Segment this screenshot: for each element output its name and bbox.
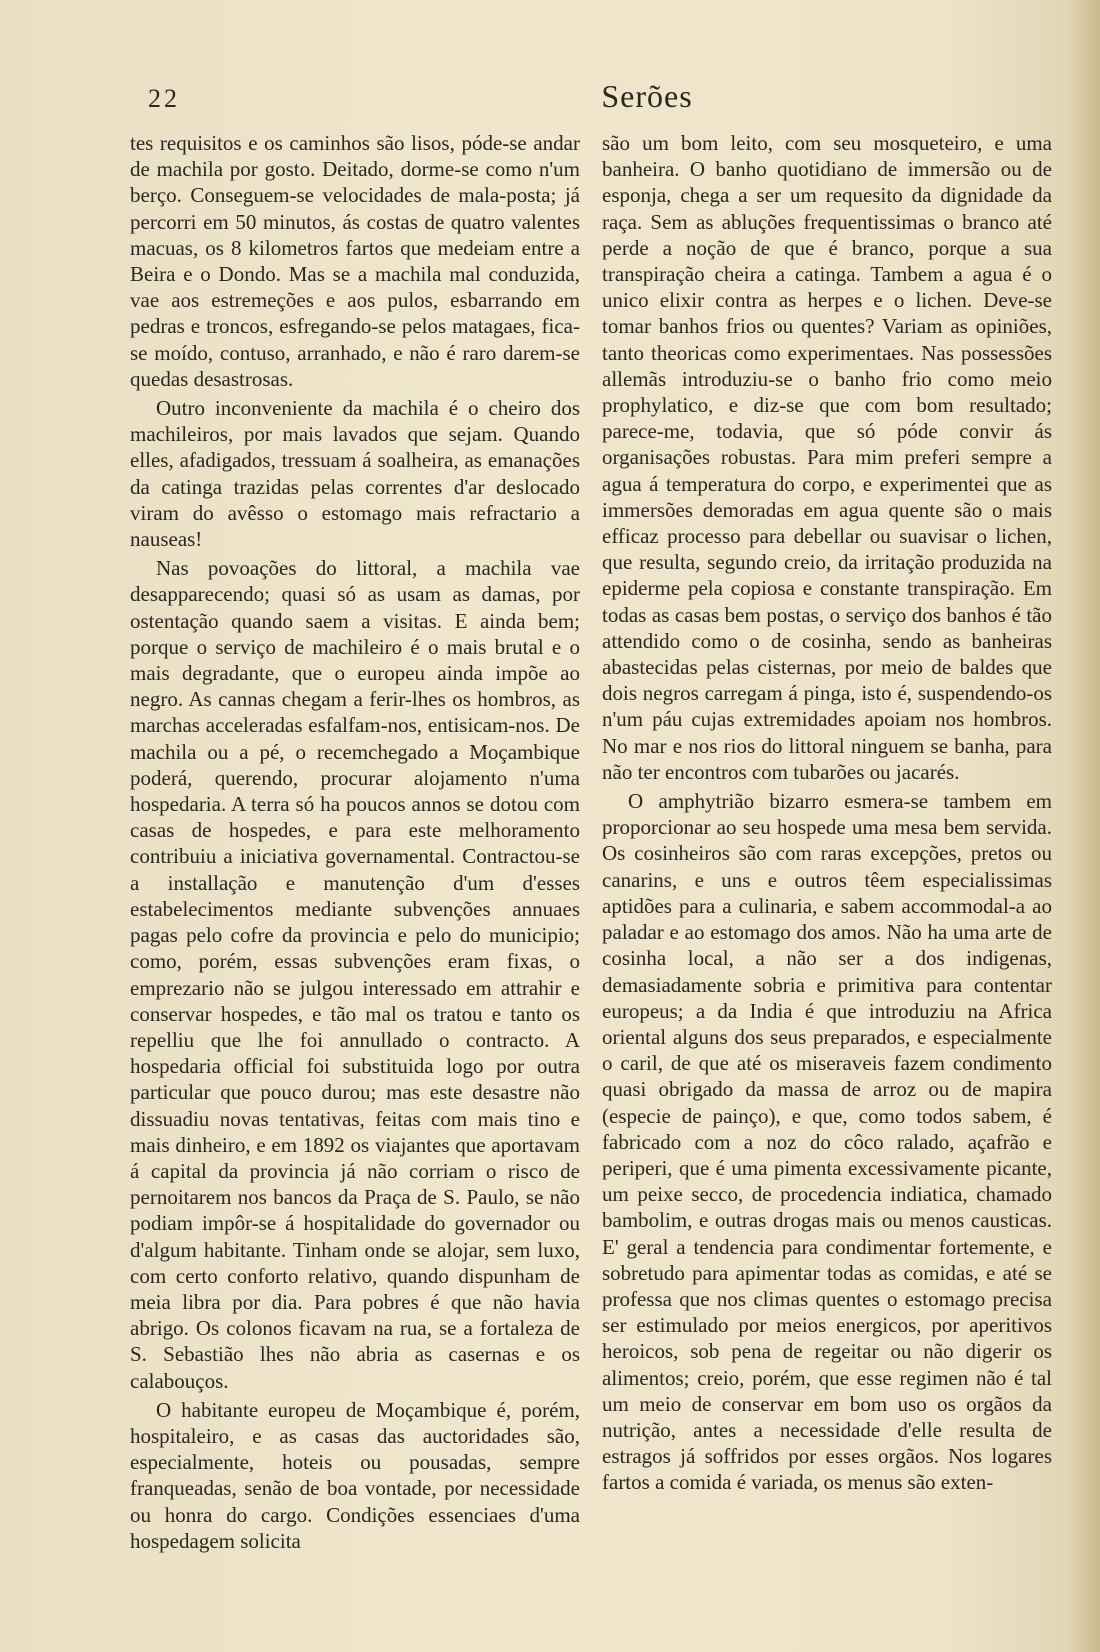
page-number: 22 xyxy=(148,84,180,113)
paragraph: são um bom leito, com seu mosqueteiro, e uma banheira. O banho quotidiano de immersão ou de esponja, chega a ser um requesito da dignidade da raça. Sem as abluções frequentissimas o branco até perde a noção de que é branco, porque a sua transpiração cheira a catinga. Tambem a agua é o unico elixir contra as herpes e o lichen. Deve-se tomar banhos frios ou quentes? Variam as opiniões, tanto theoricas como experimentaes. Nas possessões allemãs introduziu-se o banho frio como meio prophylatico, e diz-se que com bom resultado; parece-me, todavia, que só póde convir ás organisações robustas. Para mim preferi sempre a agua á temperatura do corpo, e experimentei que as immersões demoradas em agua quente são o mais efficaz processo para debellar ou suavisar o lichen, que resulta, segundo creio, da irritação produzida na epiderme pela copiosa e constante transpiração. Em todas as casas bem postas, o serviço dos banhos é tão attendido como o de cosinha, sendo as banheiras abastecidas pelas cisternas, por meio de baldes que dois negros carregam á pinga, isto é, suspendendo-os n'um páu cujas extremidades apoiam nos hombros. No mar e nos rios do littoral ninguem se banha, para não ter encontros com tubarões ou jacarés. xyxy=(602,131,1052,784)
paragraph: O amphytrião bizarro esmera-se tambem em proporcionar ao seu hospede uma mesa bem servida. Os cosinheiros são com raras excepções, pretos ou canarins, e uns e outros têem especialissimas aptidões para a culinaria, e sabem accommodal-a ao paladar e ao estomago dos amos. Não ha uma arte de cosinha local, a não ser a dos indigenas, demasiadamente sobria e primitiva para contentar europeus; a da India é que introduziu na Africa oriental alguns dos seus preparados, e especialmente o caril, de que até os miseraveis fazem condimento quasi obrigado da massa de arroz ou de mapira (especie de painço), e que, como todos sabem, é fabricado com a noz do côco ralado, açafrão e periperi, que é uma pimenta excessivamente picante, um peixe secco, de procedencia indiatica, chamado bambolim, e outras drogas mais ou menos causticas. E' geral a tendencia para condimentar fortemente, e sobretudo para apimentar todas as comidas, e até se professa que nos climas quentes o estomago precisa ser estimulado por meios energicos, por aperitivos heroicos, sob pena de regeitar ou não digerir os alimentos; creio, porém, que esse regimen não é tal um meio de conservar em bom uso os orgãos da nutrição, antes a necessidade d'elle resulta de estragos já soffridos por esses orgãos. Nos logares fartos a comida é variada, os menus são exten- xyxy=(602,789,1052,1495)
paragraph: tes requisitos e os caminhos são lisos, póde-se andar de machila por gosto. Deitado, dorme-se como n'um berço. Conseguem-se velocidades de mala-posta; já percorri em 50 minutos, ás costas de quatro valentes macuas, os 8 kilometros fartos que medeiam entre a Beira e o Dondo. Mas se a machila mal conduzida, vae aos estremeções e aos pulos, esbarrando em pedras e troncos, esfregando-se pelos matagaes, fica-se moído, contuso, arranhado, e não é raro darem-se quedas desastrosas. xyxy=(130,131,580,391)
page-header xyxy=(148,78,1056,122)
left-column xyxy=(130,130,580,1554)
running-title: Serões xyxy=(601,78,693,114)
paragraph: Outro inconveniente da machila é o cheiro dos machileiros, por mais lavados que sejam. Quando elles, afadigados, tressuam á soalheira, as emanações da catinga trazidas pelas correntes d'ar deslocado viram do avêsso o estomago mais refractario a nauseas! xyxy=(130,396,580,552)
right-column xyxy=(602,130,1052,1496)
paragraph: Nas povoações do littoral, a machila vae desapparecendo; quasi só as usam as damas, por ostentação quando saem a visitas. E ainda bem; porque o serviço de machileiro é o mais brutal e o mais degradante, que o europeu ainda impõe ao negro. As cannas chegam a ferir-lhes os hombros, as marchas acceleradas esfalfam-nos, entisicam-nos. De machila ou a pé, o recemchegado a Moçambique poderá, querendo, procurar alojamento n'uma hospedaria. A terra só ha poucos annos se dotou com casas de hospedes, e para este melhoramento contribuiu a iniciativa governamental. Contractou-se a installação e manutenção d'um d'esses estabelecimentos mediante subvenções annuaes pagas pelo cofre da provincia e pelo do municipio; como, porém, essas subvenções eram fixas, o emprezario não se julgou interessado em attrahir e conservar hospedes, e tão mal os tratou e tanto os repelliu que lhe foi annullado o contracto. A hospedaria official foi substituida logo por outra particular que pouco durou; mas este desastre não dissuadiu novas tentativas, feitas com mais tino e mais dinheiro, e em 1892 os viajantes que aportavam á capital da provincia já não corriam o risco de pernoitarem nos bancos da Praça de S. Paulo, se não podiam impôr-se á hospitalidade do governador ou d'algum habitante. Tinham onde se alojar, sem luxo, com certo conforto relativo, quando dispunham de meia libra por dia. Para pobres é que não havia abrigo. Os colonos ficavam na rua, se a fortaleza de S. Sebastião lhes não abria as casernas e os calabouços. xyxy=(130,556,580,1393)
paragraph: O habitante europeu de Moçambique é, porém, hospitaleiro, e as casas das auctoridades são, especialmente, hoteis ou pousadas, sempre franqueadas, senão de boa vontade, por necessidade ou honra do cargo. Condições essenciaes d'uma hospedagem solicita xyxy=(130,1397,580,1553)
